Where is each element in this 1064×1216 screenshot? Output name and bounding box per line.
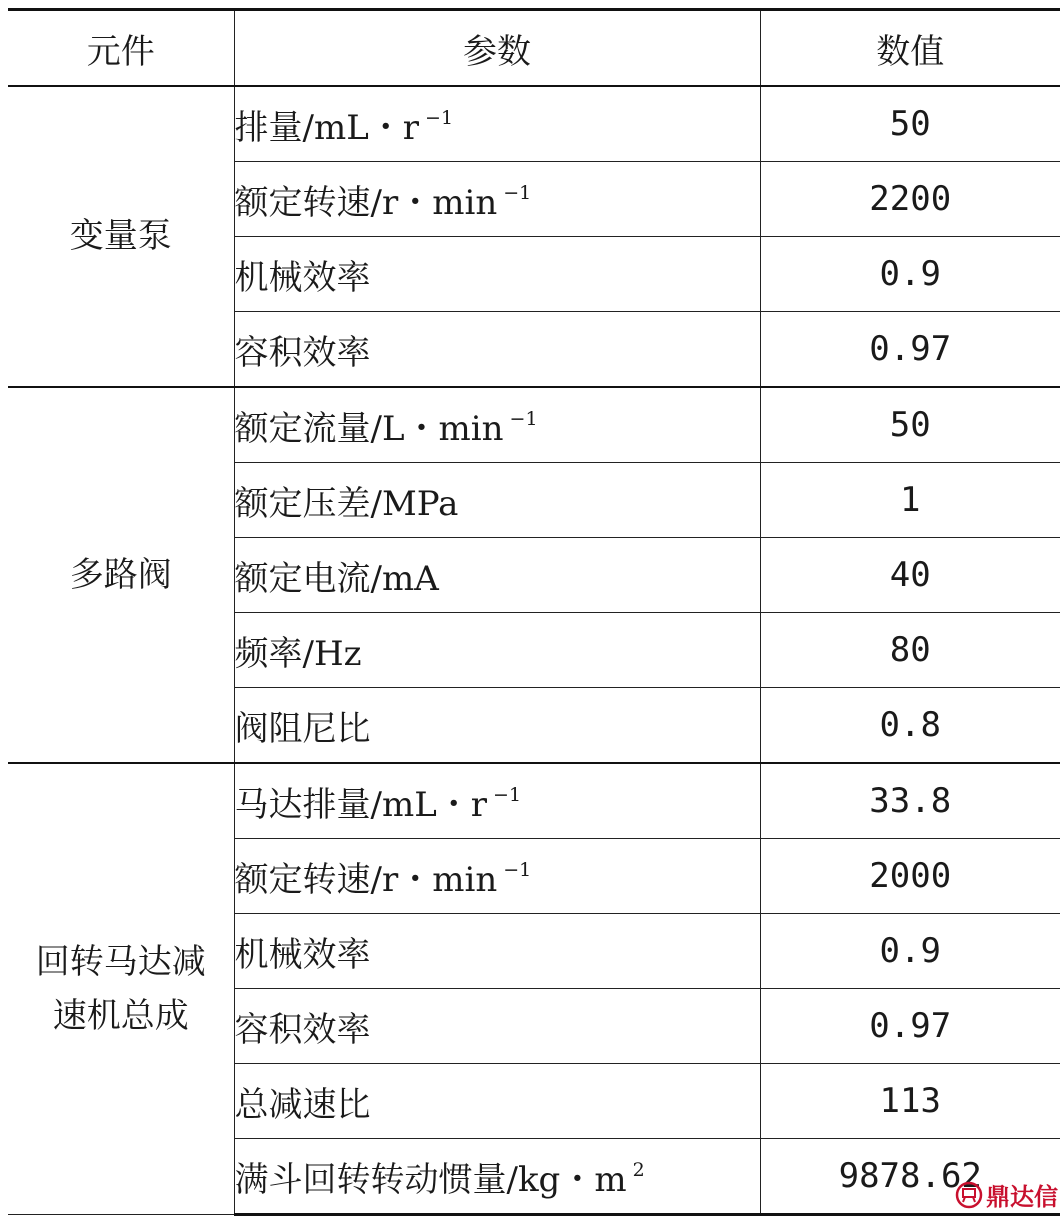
param-label: 额定转速/r・min [234, 859, 498, 900]
parameter-table [8, 8, 1060, 1216]
param-label: 机械效率 [234, 934, 371, 975]
param-cell [234, 914, 760, 989]
group-name-valve: 多路阀 [8, 387, 234, 763]
header-row [8, 10, 1060, 87]
param-label: 满斗回转转动惯量/kg・m [234, 1159, 627, 1200]
param-label: 排量/mL・r [234, 107, 420, 148]
param-sup: 2 [632, 1158, 645, 1181]
param-cell [234, 839, 760, 914]
param-sup: −1 [493, 783, 522, 806]
value-cell: 40 [760, 538, 1060, 613]
value-cell: 80 [760, 613, 1060, 688]
watermark-logo-icon [955, 1181, 983, 1209]
param-label: 额定流量/L・min [234, 408, 504, 449]
value-cell: 9878.62 [760, 1139, 1060, 1215]
value-cell: 0.97 [760, 989, 1060, 1064]
value-cell: 33.8 [760, 763, 1060, 839]
param-cell [234, 538, 760, 613]
param-cell [234, 387, 760, 463]
value-cell: 2200 [760, 162, 1060, 237]
param-sup: −1 [503, 858, 532, 881]
param-cell [234, 162, 760, 237]
group-name-line2: 速机总成 [52, 996, 189, 1036]
header-component: 元件 [8, 10, 234, 87]
param-label: 额定转速/r・min [234, 182, 498, 223]
param-label: 阀阻尼比 [234, 708, 371, 749]
param-cell [234, 312, 760, 388]
param-label: 马达排量/mL・r [234, 784, 488, 825]
group-name-line1: 回转马达减 [35, 941, 206, 982]
param-label: 容积效率 [234, 1009, 371, 1050]
value-cell: 50 [760, 387, 1060, 463]
value-cell: 2000 [760, 839, 1060, 914]
value-cell: 0.9 [760, 914, 1060, 989]
param-label: 总减速比 [234, 1084, 371, 1125]
table-row [8, 86, 1060, 162]
watermark [955, 1177, 1058, 1212]
param-label: 机械效率 [234, 257, 371, 298]
param-label: 额定电流/mA [234, 558, 439, 599]
value-cell: 0.8 [760, 688, 1060, 764]
param-cell [234, 763, 760, 839]
table-row [8, 763, 1060, 839]
param-cell [234, 463, 760, 538]
param-cell [234, 86, 760, 162]
param-sup: −1 [425, 106, 454, 129]
table-row [8, 387, 1060, 463]
param-cell [234, 1064, 760, 1139]
param-cell [234, 1139, 760, 1215]
group-name-slewing-motor [8, 763, 234, 1215]
value-cell: 1 [760, 463, 1060, 538]
header-parameter: 参数 [234, 10, 760, 87]
value-cell: 113 [760, 1064, 1060, 1139]
param-cell [234, 989, 760, 1064]
watermark-text: 鼎达信 [986, 1183, 1058, 1211]
group-name-pump: 变量泵 [8, 86, 234, 387]
param-sup: −1 [503, 181, 532, 204]
param-label: 频率/Hz [234, 633, 362, 674]
param-label: 额定压差/MPa [234, 483, 459, 524]
param-cell [234, 613, 760, 688]
param-cell [234, 688, 760, 764]
param-sup: −1 [509, 407, 538, 430]
value-cell: 50 [760, 86, 1060, 162]
param-label: 容积效率 [234, 332, 371, 373]
header-value: 数值 [760, 10, 1060, 87]
value-cell: 0.9 [760, 237, 1060, 312]
param-cell [234, 237, 760, 312]
value-cell: 0.97 [760, 312, 1060, 388]
